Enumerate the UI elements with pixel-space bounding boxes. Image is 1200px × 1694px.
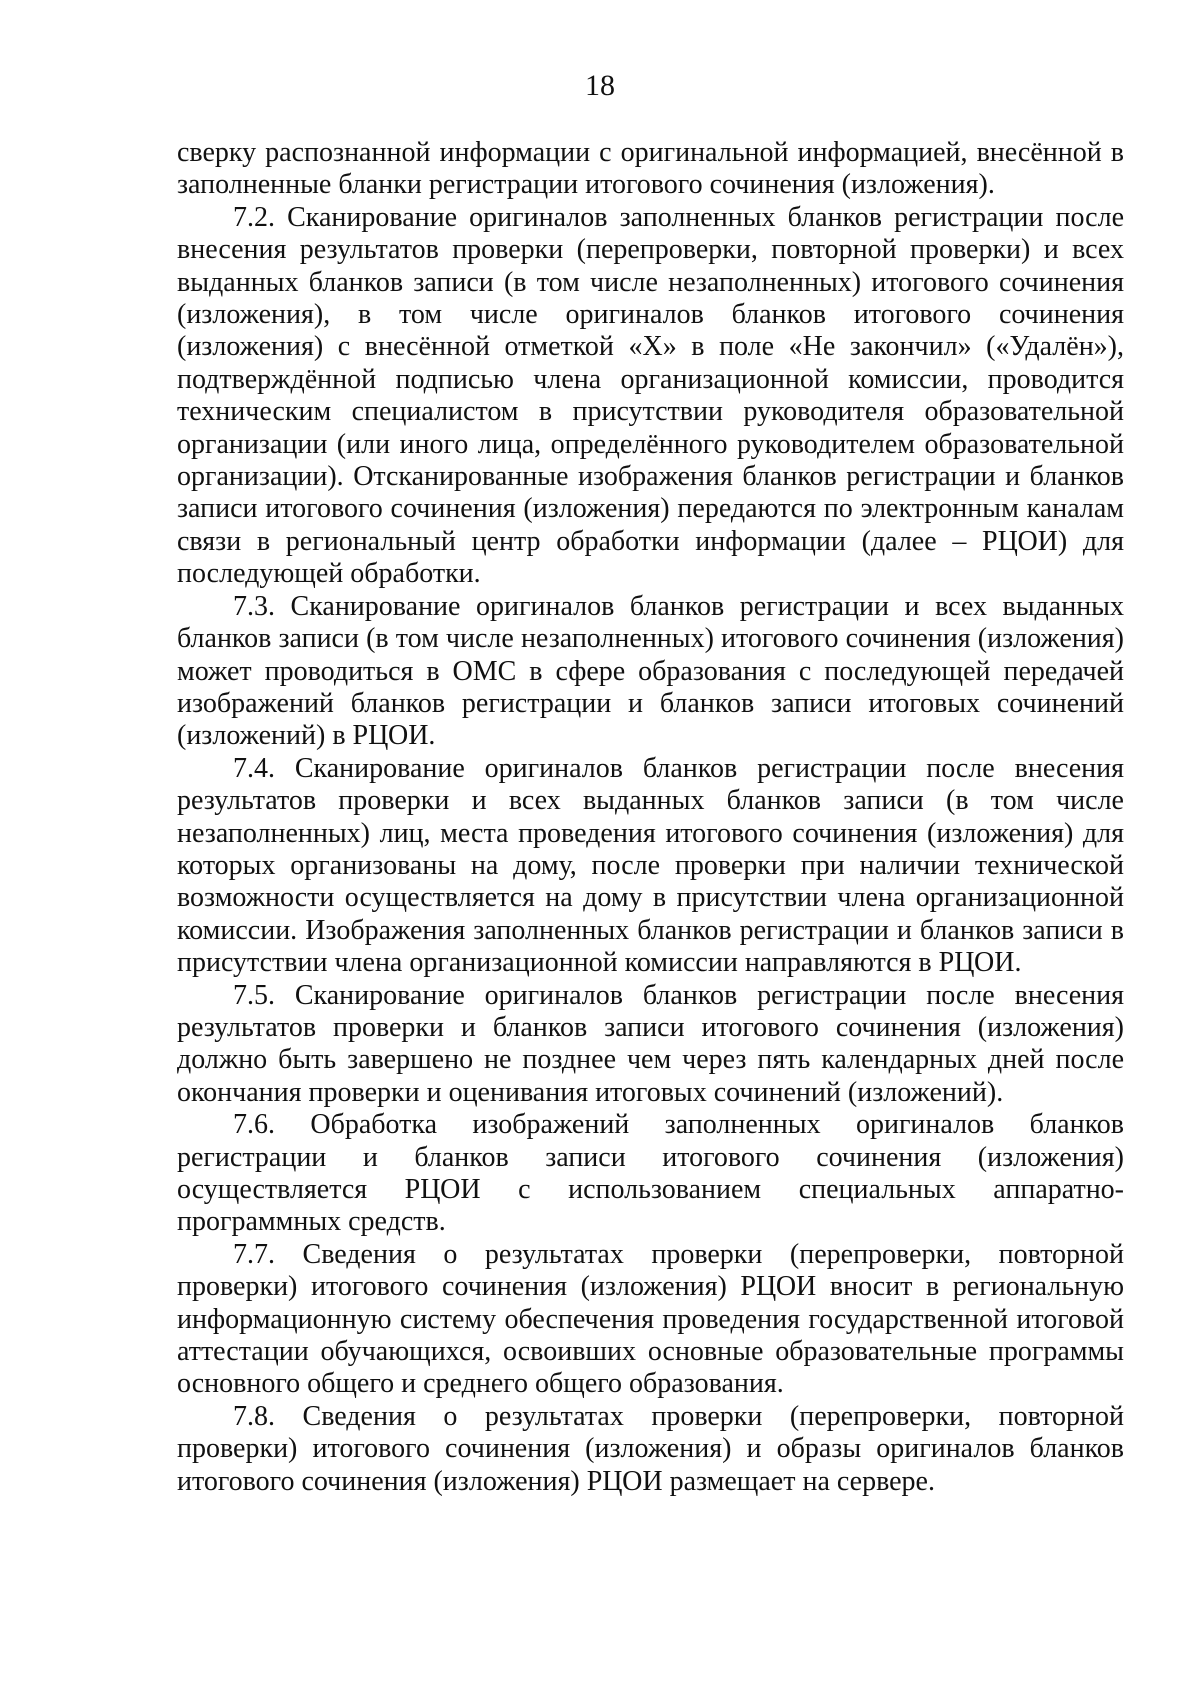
paragraph-continuation: сверку распознанной информации с оригинальной информацией, внесённой в заполненные бланки регистрации итогового сочинения (изложения). [177,137,1124,201]
paragraph-7-8: 7.8. Сведения о результатах проверки (перепроверки, повторной проверки) итогового сочинения (изложения) и образы оригиналов бланков итогового сочинения (изложения) РЦОИ размещает на сервере. [177,1400,1124,1497]
paragraph-7-7: 7.7. Сведения о результатах проверки (перепроверки, повторной проверки) итогового сочинения (изложения) РЦОИ вносит в региональную информационную систему обеспечения проведения государственной итоговой аттестации обучающихся, освоивших основные образовательные программы основного общего и среднего общего образования. [177,1238,1124,1400]
page-number: 18 [585,69,615,102]
document-body [177,137,1124,1498]
paragraph-7-6: 7.6. Обработка изображений заполненных оригиналов бланков регистрации и бланков записи итогового сочинения (изложения) осуществляется РЦОИ с использованием специальных аппаратно-программных средств. [177,1109,1124,1238]
paragraph-7-5: 7.5. Сканирование оригиналов бланков регистрации после внесения результатов проверки и бланков записи итогового сочинения (изложения) должно быть завершено не позднее чем через пять календарных дней после окончания проверки и оценивания итоговых сочинений (изложений). [177,979,1124,1108]
paragraph-7-4: 7.4. Сканирование оригиналов бланков регистрации после внесения результатов проверки и всех выданных бланков записи (в том числе незаполненных) лиц, места проведения итогового сочинения (изложения) для которых организованы на дому, после проверки при наличии технической возможности осуществляется на дому в присутствии члена организационной комиссии. Изображения заполненных бланков регистрации и бланков записи в присутствии члена организационной комиссии направляются в РЦОИ. [177,752,1124,979]
paragraph-7-3: 7.3. Сканирование оригиналов бланков регистрации и всех выданных бланков записи (в том числе незаполненных) итогового сочинения (изложения) может проводиться в ОМС в сфере образования с последующей передачей изображений бланков регистрации и бланков записи итоговых сочинений (изложений) в РЦОИ. [177,590,1124,752]
paragraph-7-2: 7.2. Сканирование оригиналов заполненных бланков регистрации после внесения результатов проверки (перепроверки, повторной проверки) и всех выданных бланков записи (в том числе незаполненных) итогового сочинения (изложения), в том числе оригиналов бланков итогового сочинения (изложения) с внесённой отметкой «Х» в поле «Не закончил» («Удалён»), подтверждённой подписью члена организационной комиссии, проводится техническим специалистом в присутствии руководителя образовательной организации (или иного лица, определённого руководителем образовательной организации). Отсканированные изображения бланков регистрации и бланков записи итогового сочинения (изложения) передаются по электронным каналам связи в региональный центр обработки информации (далее – РЦОИ) для последующей обработки. [177,201,1124,590]
